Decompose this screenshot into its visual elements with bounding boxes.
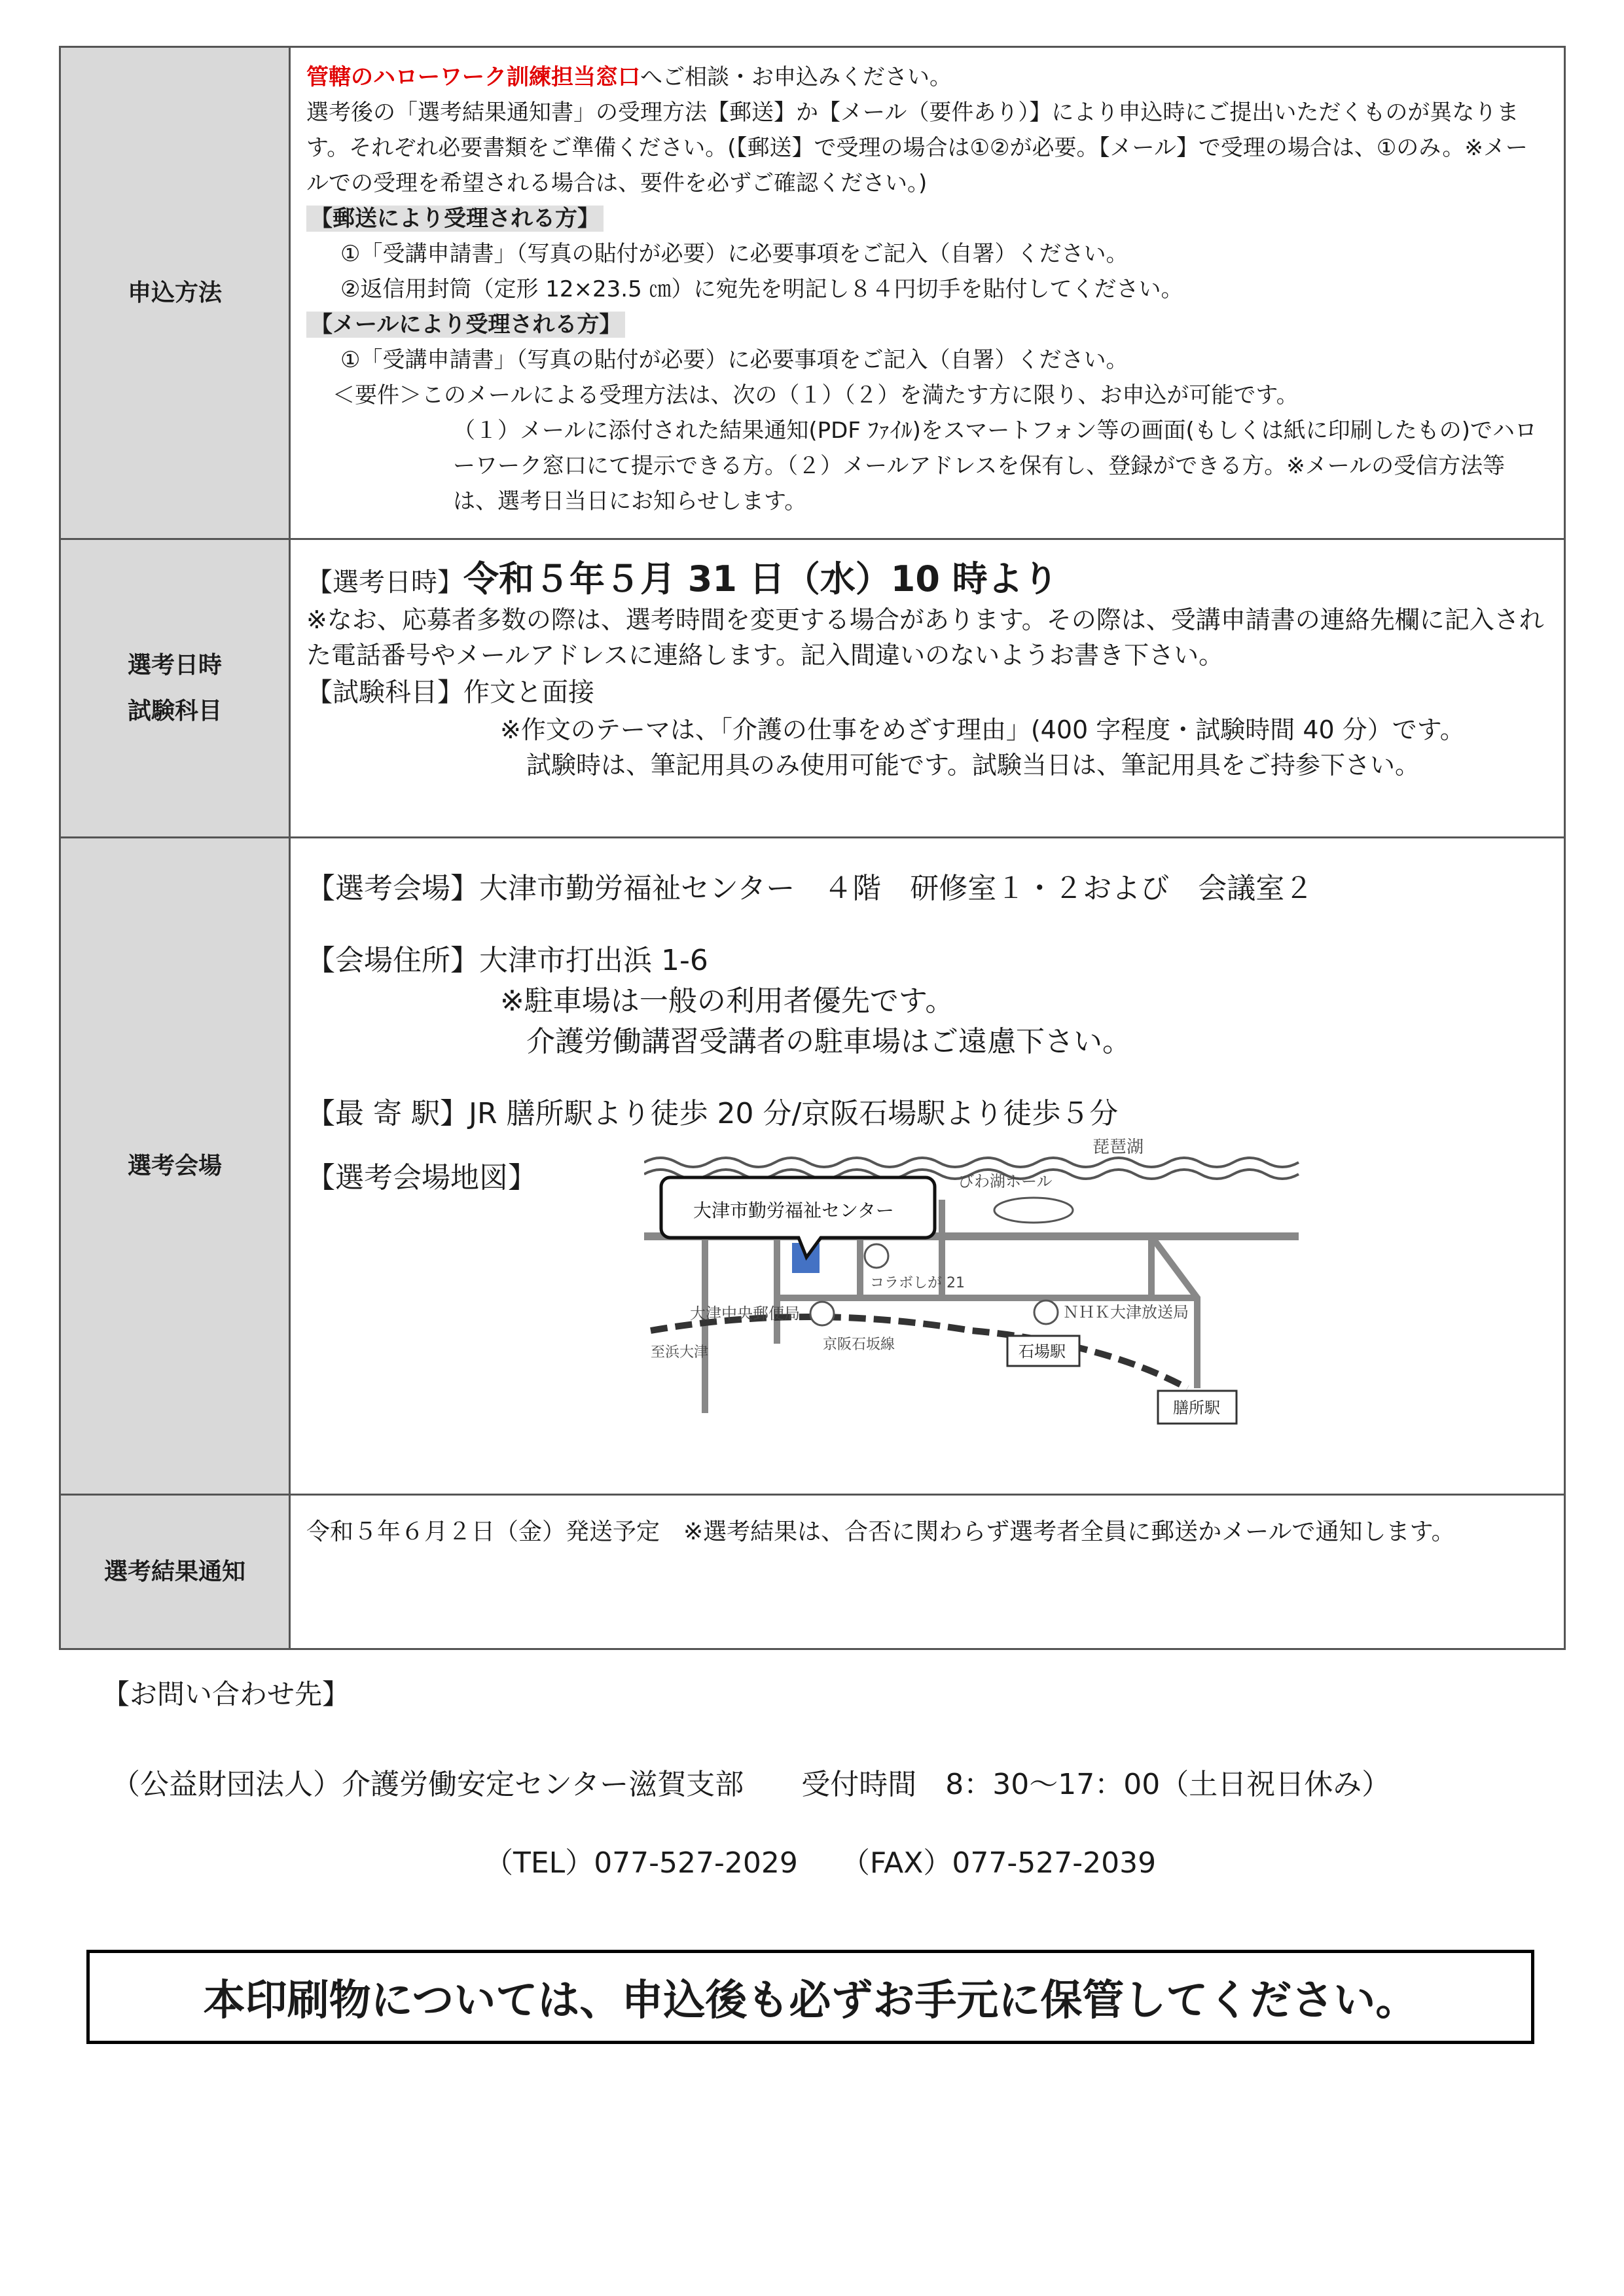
post-heading: 【郵送により受理される方】 bbox=[306, 201, 1549, 236]
exam-note1: ※なお、応募者多数の際は、選考時間を変更する場合があります。その際は、受講申請書の連絡先欄に記入された電話番号やメールアドレスに連絡します。記入間違いのないようお書き下さい。 bbox=[306, 605, 1544, 670]
mail-item1: ①「受講申請書」（写真の貼付が必要）に必要事項をご記入（自署）ください。 bbox=[340, 347, 1128, 373]
result-row bbox=[60, 1495, 1565, 1649]
venue-row bbox=[60, 838, 1565, 1495]
contact-phones: （TEL）077-527-2029 （FAX）077-527-2039 bbox=[484, 1846, 1157, 1880]
info-table bbox=[59, 46, 1566, 1650]
exam-label: 選考日時 試験科目 bbox=[60, 539, 290, 838]
apply-label: 申込方法 bbox=[60, 47, 290, 539]
exam-row bbox=[60, 539, 1565, 838]
mail-heading: 【メールにより受理される方】 bbox=[306, 307, 1549, 342]
ishiba-station-label: 石場駅 bbox=[1019, 1342, 1066, 1361]
nhk-marker bbox=[1034, 1300, 1058, 1324]
exam-subject: 【試験科目】作文と面接 bbox=[306, 677, 594, 708]
keihan-line-label: 京阪石坂線 bbox=[823, 1336, 895, 1353]
result-label: 選考結果通知 bbox=[60, 1495, 290, 1649]
zeze-station-label: 膳所駅 bbox=[1173, 1399, 1220, 1417]
collabo-label: コラボしが 21 bbox=[870, 1275, 965, 1291]
mail-requirement-detail: （１）メールに添付された結果通知(PDF ﾌｧｲﾙ)をスマートフォン等の画面(もしくは紙に印刷したもの)でハローワーク窓口にて提示できる方。（２）メールアドレスを保有し、登録ができる方。※メールの受信方法等は、選考日当日にお知らせします。 bbox=[453, 418, 1538, 514]
apply-para1: 選考後の「選考結果通知書」の受理方法【郵送】か【メール（要件あり）】により申込時にご提出いただくものが異なります。それぞれ必要書類をご準備ください。(【郵送】で受理の場合は①②が必要。【メール】で受理の場合は、①のみ。※メールでの受理を希望される場合は、要件を必ずご確認ください。) bbox=[306, 99, 1528, 196]
hamaotsu-label: 至浜大津 bbox=[651, 1344, 709, 1361]
keihan-line bbox=[651, 1317, 1187, 1388]
post-office-marker bbox=[810, 1302, 834, 1325]
apply-row bbox=[60, 47, 1565, 539]
parking-note1: ※駐車場は一般の利用者優先です。 bbox=[500, 984, 954, 1018]
lake-wave-1 bbox=[644, 1158, 1299, 1167]
contact-org: （公益財団法人）介護労働安定センター滋賀支部 受付時間 8：30～17：00（土日祝日休み） bbox=[111, 1768, 1391, 1801]
exam-content bbox=[290, 539, 1565, 838]
apply-content bbox=[290, 47, 1565, 539]
biwako-hall-ellipse bbox=[994, 1198, 1073, 1223]
contact-heading: 【お問い合わせ先】 bbox=[102, 1678, 350, 1710]
map-title: 【選考会場地図】 bbox=[306, 1161, 537, 1194]
keep-notice-banner: 本印刷物については、申込後も必ずお手元に保管してください。 bbox=[86, 1950, 1534, 2044]
mail-requirement: ＜要件＞このメールによる受理方法は、次の（１）（２）を満たす方に限り、お申込が可能です。 bbox=[333, 382, 1299, 408]
hellowork-window: 管轄のハローワーク訓練担当窓口 bbox=[306, 64, 640, 90]
result-content: 令和５年６月２日（金）発送予定 ※選考結果は、合否に関わらず選考者全員に郵送かメールで通知します。 bbox=[290, 1495, 1565, 1649]
venue-label: 選考会場 bbox=[60, 838, 290, 1495]
venue-address: 【会場住所】大津市打出浜 1-6 bbox=[306, 944, 708, 977]
exam-date: 【選考日時】令和５年５月 31 日（水）10 時より bbox=[306, 558, 1058, 600]
post-item2: ②返信用封筒（定形 12×23.5 ㎝）に宛先を明記し８４円切手を貼付してください。 bbox=[340, 276, 1183, 302]
apply-line1: 管轄のハローワーク訓練担当窓口へご相談・お申込みください。 bbox=[306, 64, 952, 90]
venue-content bbox=[290, 838, 1565, 1495]
collabo-marker bbox=[865, 1244, 888, 1268]
venue-map bbox=[644, 1126, 1325, 1467]
hall-label: びわ湖ホール bbox=[958, 1172, 1053, 1191]
exam-note3: 試験時は、筆記用具のみ使用可能です。試験当日は、筆記用具をご持参下さい。 bbox=[526, 751, 1420, 780]
lake-label: 琵琶湖 bbox=[1092, 1138, 1144, 1157]
post-item1: ①「受講申請書」（写真の貼付が必要）に必要事項をご記入（自署）ください。 bbox=[340, 241, 1128, 267]
nearest-station: 【最 寄 駅】JR 膳所駅より徒歩 20 分/京阪石場駅より徒歩５分 bbox=[306, 1097, 1119, 1130]
venue-name: 【選考会場】大津市勤労福祉センター ４階 研修室１・２および 会議室２ bbox=[306, 872, 1314, 905]
post-office-label: 大津中央郵便局 bbox=[690, 1304, 800, 1323]
callout-label: 大津市勤労福祉センター bbox=[693, 1200, 894, 1221]
nhk-label: ＮＨＫ大津放送局 bbox=[1063, 1303, 1189, 1321]
exam-note2: ※作文のテーマは、「介護の仕事をめざす理由」(400 字程度・試験時間 40 分）です。 bbox=[500, 715, 1465, 744]
parking-note2: 介護労働講習受講者の駐車場はご遠慮下さい。 bbox=[526, 1025, 1131, 1058]
